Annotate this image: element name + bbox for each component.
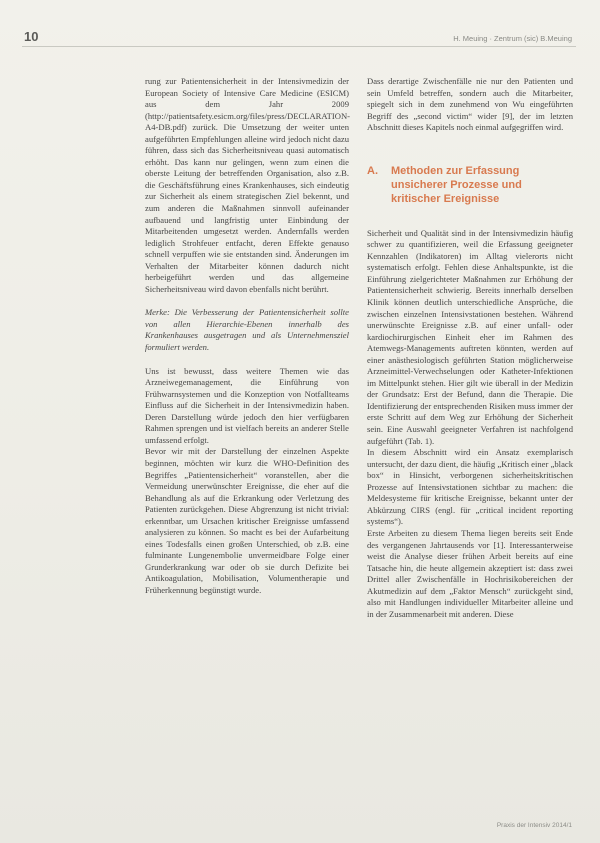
paragraph-gap: [145, 354, 349, 366]
merke-text: Die Verbesserung der Patientensicherheit sollte von allen Hierarchie-Ebenen innerhalb des Krankenhauses ausgetragen und als Unternehmensziel formuliert werden.: [145, 307, 349, 353]
body-paragraph: rung zur Patientensicherheit in der Intensivmedizin der European Society of Intensive Care Medicine (ESICM) aus dem Jahr 2009 (http://patientsafety.esicm.org/files/press/DECLARATION-A4-DB.pdf) zurück. Die Umsetzung der weiter unten aufgeführten Empfehlungen alleine wird jedoch nicht dazu führen, dass sich das Sicherheitsniveau quasi automatisch erhöht. Das kann nur gelingen, wenn zum einen die oberste Leitung der betreffenden Organisation, also z.B. die Geschäftsführung eines Krankenhauses, sich eindeutig zur Sicherheit als einem strategischen Ziel bekennt, und zum anderen die Maßnahmen sinnvoll aufeinander aufbauend und langfristig unter Einbindung der Mitarbeitenden umgesetzt werden. Andernfalls werden lediglich Strohfeuer entfacht, deren Effekte genauso schnell verpuffen wie sie entstanden sind. Änderungen im Verhalten der Mitarbeiter können dadurch nicht herbeigeführt werden und das allgemeine Sicherheitsniveau wird davon ebenfalls nicht berührt.: [145, 76, 351, 294]
section-letter: A.: [367, 164, 378, 177]
left-column: [145, 76, 349, 597]
header-rule: [22, 46, 576, 47]
right-column: [367, 76, 573, 620]
body-paragraph: Bevor wir mit der Darstellung der einzelnen Aspekte beginnen, möchten wir kurz die WHO-Definition des Begriffes „Patientensicherheit“ voranstellen, aber die Vermeidung unerwünschter Ereignisse, die eher auf die Behandlung als auf die Erkrankung oder Verletzung des Patienten zurückgehen. Diese Abgrenzung ist nicht trivial: erkenntbar, um Ursachen kritischer Ereignisse umfassend analysieren zu können. So macht es bei der Aufarbeitung eines Todesfalls einen großen Unterschied, ob z.B. eine fulminante Lungenembolie unvermeidbare Folge einer Grunderkrankung war oder ob sie durch Defizite bei Antikoagulation, Mobilisation, Volumentherapie und Früherkennung begünstigt wurde.: [145, 446, 349, 595]
body-paragraph: Sicherheit und Qualität sind in der Intensivmedizin häufig schwer zu quantifizieren, weil die Erfassung geeigneter Kennzahlen (Indikatoren) im Alltag vielerorts nicht systematisch erfolgt. Fehlen diese Anhaltspunkte, ist die Einführung zielgerichteter Maßnahmen zur Erhöhung der Patientensicherheit schwierig. Bereits innerhalb derselben Klinik können deutlich unterschiedliche Ansprüche, die zwischen einzelnen Intensivstationen bestehen. Während unerwünschte Ereignisse z.B. auf einer unfall- oder kardiochirurgischen Einheit eher im Rahmen des Atemwegs-Managements auftreten könnten, werden auf einer anästhesiologisch geführten Station möglicherweise Arzneimittel-Verwechselungen oder Katheter-Infektionen im Mittelpunkt stehen. Hier gilt wie überall in der Medizin der Grundsatz: Erst der Befund, dann die Therapie. Die Identifizierung der entsprechenden Risiken muss immer der erste Schritt auf dem Weg zur Erhöhung der Sicherheit sein. Eine Auswahl geeigneter Verfahren ist nachfolgend aufgeführt (Tab. 1).: [367, 227, 573, 446]
page-footer: Praxis der Intensiv 2014/1: [496, 822, 572, 829]
body-paragraph: Dass derartige Zwischenfälle nie nur den Patienten und sein Umfeld betreffen, sondern auch die Mitarbeiter, spiegelt sich in dem zunehmend von Wu eingeführten Begriff des „second victim“ wider [9], der im letzten Abschnitt dieses Kapitels noch einmal aufgegriffen wird.: [367, 76, 573, 133]
section-title: Methoden zur Erfassung unsicherer Prozesse und kritischer Ereignisse: [391, 164, 522, 205]
merke-note: [145, 307, 349, 353]
section-heading: [367, 164, 573, 206]
paragraph-gap: [145, 295, 349, 307]
body-paragraph: In diesem Abschnitt wird ein Ansatz exemplarisch untersucht, der dazu dient, die häufig „Kritisch einer „black box“ in Hinsicht, verborgenen sicherheitskritischen Prozesse auf Intensivstationen sichtbar zu machen: die Meldesysteme für kritische Ereignisse, bekannt unter der Abkürzung CIRS (engl. für „critical incident reporting systems“).: [367, 447, 573, 527]
page-number: 10: [24, 29, 39, 44]
running-head: H. Meuing · Zentrum (sic) B.Meuing: [453, 34, 572, 43]
body-paragraph: Erste Arbeiten zu diesem Thema liegen bereits seit Ende des vergangenen Jahrtausends vor [1]. Interessanterweise weist die Analyse dieser frühen Arbeit bereits auf eine Tatsache hin, die heute allgemein akzeptiert ist: dass zwei Drittel aller Zwischenfälle in Hochrisikobereichen der Akutmedizin auf dem „Faktor Mensch“ zurückgeht sind, also mit Handlungen individueller Mitarbeiter alleine und in der Zusammenarbeit mit anderen. Diese: [367, 527, 573, 619]
merke-label: Merke:: [145, 307, 170, 318]
body-paragraph: Uns ist bewusst, dass weitere Themen wie das Arzneiwegemanagement, die Einführung von Frühwarnsystemen und die Konzeption von Notfallteams Einfluss auf die Sicherheit in der Intensivmedizin haben. Deren Darstellung würde jedoch den hier verfügbaren Rahmen sprengen und ist vielfach bereits an anderer Stelle umfassend erfolgt.: [145, 365, 349, 445]
